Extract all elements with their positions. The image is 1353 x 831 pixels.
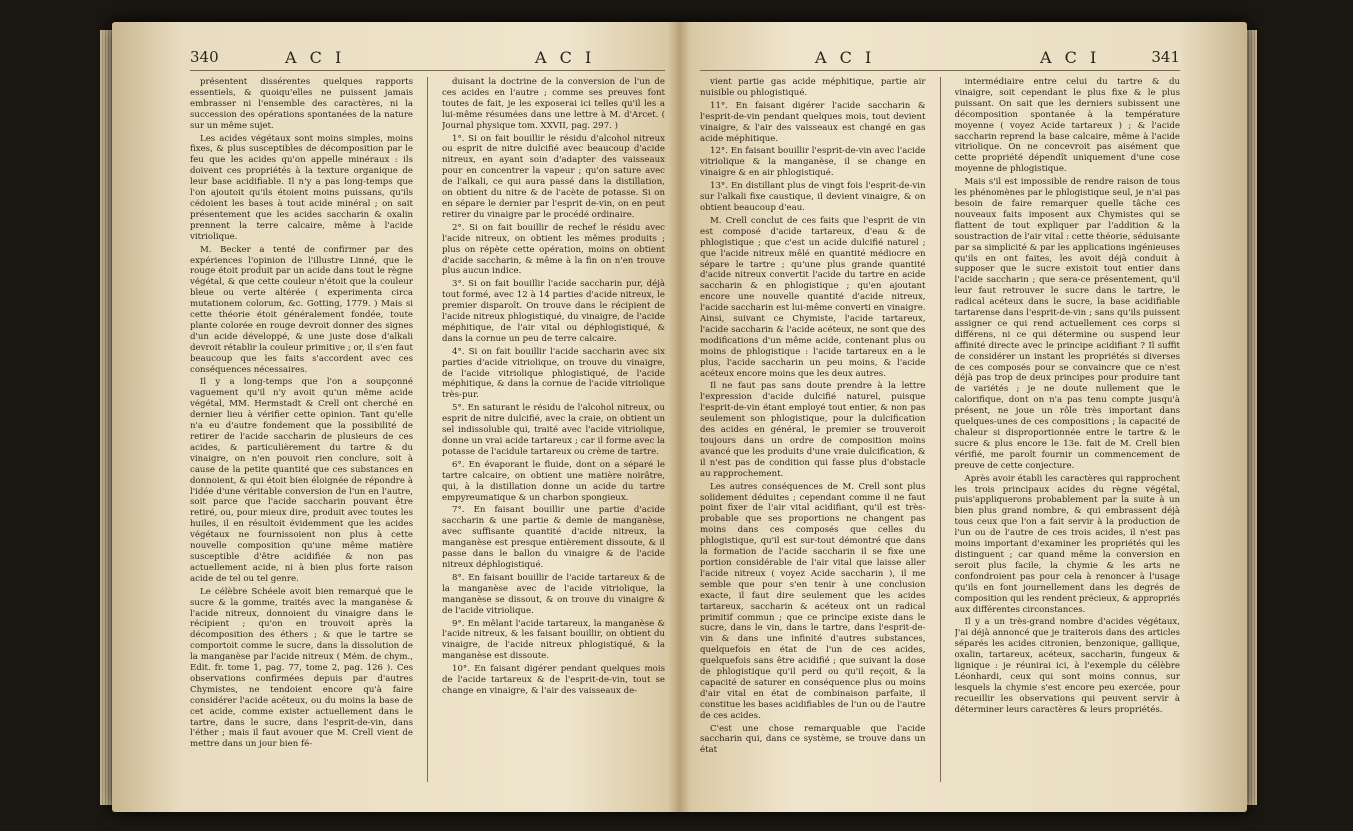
- column-rule: [940, 77, 941, 782]
- right-page-header: [700, 48, 1180, 71]
- paragraph: M. Becker a tenté de confirmer par des expériences l'opinion de l'illustre Linné, que le rouge étoit produit par un acide dans tout le règne végétal, & que cette couleur n'étoit que la couleur bleue ou verte altérée ( experimenta circa mutationem colorum, &c. Gotting, 1779. ) Mais si cette théorie étoit généralement fondée, toute plante colorée en rouge devroit donner des signes d'un acide développé, & une juste dose d'alkali devroit rétablir la couleur primitive ; or, il s'en faut beaucoup que les faits s'accordent avec ces conséquences nécessaires.: [190, 244, 414, 375]
- paragraph: C'est une chose remarquable que l'acide saccharin qui, dans ce système, se trouve dans un état: [700, 723, 926, 756]
- paragraph: 2°. Si on fait bouillir de rechef le résidu avec l'acide nitreux, on obtient les mêmes produits ; plus on répète cette opération, moins on obtient d'acide saccharin, & même à la fin on n'en trouve plus aucun indice.: [441, 222, 665, 277]
- paragraph: Après avoir établi les caractères qui rapprochent les trois principaux acides du règne végétal, puis'appliquerons probablement par la suite à un bien plus grand nombre, & qui embrassent déjà tous ceux que l'on a fait servir à la production de l'un ou de l'autre de ces trois acides, il n'est pas moins important d'examiner les propriétés qui les distinguent ; car quand même la conversion en seroit plus facile, la chymie & les arts ne confondroient pas pour cela à renoncer à l'usage qu'ils en font journellement dans les degrés de composition qui les rendent précieux, & appropriés aux différentes circonstances.: [954, 473, 1181, 615]
- page-number: 340: [190, 48, 219, 66]
- text-column: [700, 77, 926, 782]
- text-column: [955, 77, 1181, 782]
- paragraph: 8°. En faisant bouillir de l'acide tartareux & de la manganèse avec de l'acide vitriolique, la manganèse se dissout, & on trouve du vinaigre & de l'acide vitriolique.: [441, 572, 665, 616]
- paragraph: M. Crell conclut de ces faits que l'esprit de vin est composé d'acide tartareux, d'eau & de phlogistique ; que c'est un acide dulcifié naturel ; que l'acide nitreux mêlé en quantité médiocre en sépare le tartre ; qu'une plus grande quantité d'acide nitreux convertit l'acide du tartre en acide saccharin & en phlogistique ; qu'en ajoutant encore une nouvelle quantité d'acide nitreux, l'acide saccharin est lui-même converti en vinaigre. Ainsi, suivant ce Chymiste, l'acide tartareux, l'acide saccharin & l'acide acéteux, ne sont que des modifications d'un même acide, contenant plus ou moins de phlogistique : l'acide tartareux en a le plus, l'acide saccharin un peu moins, & l'acide acéteux encore moins que les deux autres.: [700, 215, 926, 379]
- paragraph: intermédiaire entre celui du tartre & du vinaigre, soit cependant le plus fixe & le plus puissant. On sait que les derniers subissent une décomposition spontanée à la température moyenne ( voyez Acide tartareux ) ; & l'acide saccharin reprend la base calcaire, même à l'acide vitriolique. On ne concevroit pas aisément que cette propriété dépendît uniquement d'une cose moyenne de phlogistique.: [954, 77, 1181, 175]
- paragraph: Il y a un très-grand nombre d'acides végétaux, J'ai déjà annoncé que je traiterois dans des articles séparés les acides citronien, benzonique, gallique, oxalin, tartareux, acéteux, saccharin, fungeux & lignique : je réunirai ici, à l'exemple du célèbre Léonhardi, ceux qui sont moins connus, sur lesquels la chymie s'est encore peu exercée, pour recueillir les observations qui peuvent servir à déterminer leurs caractères & leurs propriétés.: [954, 617, 1181, 715]
- paragraph: 9°. En mêlant l'acide tartareux, la manganèse & l'acide nitreux, & les faisant bouillir, on obtient du vinaigre, de l'acide nitreux phlogistiqué, & la manganèse est dissoute.: [441, 618, 665, 662]
- column-rule: [427, 77, 428, 782]
- paragraph: 10°. En faisant digérer pendant quelques mois de l'acide tartareux & de l'esprit-de-vin, tout se change en vinaigre, & l'air des vaisseaux de-: [441, 664, 665, 696]
- running-head: A C I: [1040, 48, 1101, 67]
- paragraph: 1°. Si on fait bouillir le résidu d'alcohol nitreux ou esprit de nitre dulcifié avec beaucoup d'acide nitreux, en ayant soin d'adapter des vaisseaux pour en concentrer la vapeur ; qu'on sature avec de l'alkali, ce qui aura passé dans la distillation, on obtient du nitre & de l'acète de potasse. Si on en sépare le dernier par l'esprit de-vin, on en peut retirer du vinaigre par le procédé ordinaire.: [441, 133, 665, 220]
- paragraph: Mais s'il est impossible de rendre raison de tous les phénomènes par le phlogistique seul, je n'ai pas besoin de faire remarquer quelle tâche ces nouveaux faits imposent aux Chymistes qui se flattent de tout expliquer par l'addition & la soustraction de l'air vital : cette théorie, séduisante par sa simplicité & par les applications ingénieuses qu'ils en ont faites, les avoit déjà conduit à supposer que le sucre existoit tout entier dans l'acide saccharin ; que sera-ce présentement, qu'il leur faut retrouver le sucre dans le tartre, le radical acéteux dans le sucre, la base acidifiable tartarense dans l'esprit-de-vin ; sans qu'ils puissent assigner ce qui rend actuellement ces corps si différens, ni ce qui détermine ou suspend leur affinité directe avec le principe acidifiant ? Il suffit de considérer un instant les propriétés si diverses de ces composés pour se convaincre que ce n'est déjà pas trop de deux principes pour produire tant de variétés ; je ne doute nullement que le calorifique, dont on n'a pas tenu compte jusqu'à présent, ne joue un rôle très important dans quelques-unes de ces compositions ; la capacité de chaleur si disproportionnée entre le tartre & le sucre & plus encore le 13e. fait de M. Crell bien vérifié, me paroît fournir un commencement de preuve de cette conjecture.: [954, 177, 1181, 471]
- running-head: A C I: [535, 48, 596, 67]
- paragraph: Le célèbre Schéele avoit bien remarqué que le sucre & la gomme, traités avec la manganèse & l'acide nitreux, donnoient du vinaigre dans le récipient ; qu'on en trouvoit après la décomposition des éthers ; & que le tartre se comportoit comme le sucre, dans la dissolution de la manganèse par l'acide nitreux ( Mém. de chym., Edit. fr. tome 1, pag. 77, tome 2, pag. 126 ). Ces observations confirmées depuis par d'autres Chymistes, ne tendoient encore qu'à faire considérer l'acide acéteux, ou du moins la base de cet acide, comme exister actuellement dans le tartre, dans le sucre, dans l'esprit-de-vin, dans l'éther ; mais il faut avouer que M. Crell vient de mettre dans un jour bien fé-: [190, 586, 414, 750]
- paragraph: présentent dissérentes quelques rapports essentiels, & quoiqu'elles ne puissent jamais embrasser ni l'ensemble des caractères, ni la succession des opérations spontanées de la nature sur un même sujet.: [190, 77, 414, 131]
- paragraph: Les acides végétaux sont moins simples, moins fixes, & plus susceptibles de décomposition par le feu que les acides qu'on appelle minéraux : ils doivent ces propriétés à la texture organique de leur base acidifiable. Il n'y a pas long-temps que l'on ajoutoit qu'ils étoient moins puissans, qu'ils cédoient les bases à tout acide minéral ; on sait présentement que les acides saccharin & oxalin prennent la terre calcaire, même à l'acide vitriolique.: [190, 133, 414, 242]
- paragraph: Il ne faut pas sans doute prendre à la lettre l'expression d'acide dulcifié naturel, puisque l'esprit-de-vin étant employé tout entier, & non pas seulement son phlogistique, pour la dulcification des acides en général, le premier se trouveroit toujours dans un ordre de composition moins avancé que les produits d'une vraie dulcification, & il n'est pas de condition qui fasse plus d'obstacle au rapprochement.: [700, 381, 926, 479]
- running-head: A C I: [815, 48, 876, 67]
- paragraph: vient partie gas acide méphitique, partie air nuisible ou phlogistiqué.: [700, 77, 926, 98]
- text-column: [442, 77, 665, 782]
- paragraph: 5°. En saturant le résidu de l'alcohol nitreux, ou esprit de nitre dulcifié, avec la craie, on obtient un sel indissoluble qui, traité avec l'acide vitriolique, donne un vrai acide tartareux ; car il forme avec la potasse de l'acidule tartareux ou crème de tartre.: [441, 403, 665, 457]
- page-number: 341: [1151, 48, 1180, 66]
- paragraph: 7°. En faisant bouillir une partie d'acide saccharin & une partie & demie de manganèse, avec suffisante quantité d'acide nitreux, la manganèse est presque entièrement dissoute, & il passe dans le ballon du vinaigre & de l'acide nitreux déphlogistiqué.: [441, 505, 665, 570]
- paragraph: Il y a long-temps que l'on a soupçonné vaguement qu'il n'y avoit qu'un même acide végétal, MM. Hermstadt & Crell ont cherché en dernier lieu à vérifier cette opinion. Tant qu'elle n'a eu d'autre fondement que la possibilité de retirer de l'acide saccharin de plusieurs de ces acides, & particulièrement du tartre & du vinaigre, on n'en pouvoit rien conclure, soit à cause de la petite quantité que ces substances en donnoient, & qui étoit bien éloignée de répondre à l'idée d'une véritable conversion de l'un en l'autre, soit parce que l'acide saccharin pouvant être retiré, ou, pour mieux dire, produit avec toutes les huiles, il en résultoit évidemment que les acides végétaux ne fournissoient non plus à cette nouvelle composition qu'une même matière susceptible d'être acidifiée & non pas actuellement acide, ni à bien plus forte raison acide de tel ou tel genre.: [190, 377, 414, 584]
- left-page: [190, 48, 665, 793]
- paragraph: 11°. En faisant digérer l'acide saccharin & l'esprit-de-vin pendant quelques mois, tout devient vinaigre, & l'air des vaisseaux est changé en gas acide méphitique.: [700, 100, 926, 144]
- paragraph: duisant la doctrine de la conversion de l'un de ces acides en l'autre ; comme ses preuves font toutes de fait, je les exposerai ici telles qu'il les a lui-même résumées dans une lettre à M. d'Arcet. ( Journal physique tom. XXVII, pag. 297. ): [441, 77, 665, 131]
- paragraph: 3°. Si on fait bouillir l'acide saccharin pur, déjà tout formé, avec 12 à 14 parties d'acide nitreux, le premier disparoît. On trouve dans le récipient de l'acide nitreux phlogistiqué, du vinaigre, de l'acide méphitique, de l'air vital ou déphlogistiqué, & dans la cornue un peu de terre calcaire.: [441, 279, 665, 344]
- paragraph: 4°. Si on fait bouillir l'acide saccharin avec six parties d'acide vitriolique, on trouve du vinaigre, de l'acide vitriolique phlogistiqué, de l'acide méphitique, & dans la cornue de l'acide vitriolique très-pur.: [441, 346, 665, 401]
- left-page-header: [190, 48, 665, 71]
- running-head: A C I: [285, 48, 346, 67]
- paragraph: 12°. En faisant bouillir l'esprit-de-vin avec l'acide vitriolique & la manganèse, il se change en vinaigre & en air phlogistiqué.: [700, 146, 926, 179]
- paragraph: 13°. En distillant plus de vingt fois l'esprit-de-vin sur l'alkali fixe caustique, il devient vinaigre, & on obtient beaucoup d'eau.: [700, 181, 926, 213]
- paragraph: Les autres conséquences de M. Crell sont plus solidement déduites ; cependant comme il ne faut point fixer de l'air vital acidifiant, qu'il est très-probable que ses proportions ne changent pas moins dans ces composés que celles du phlogistique, qu'il est sur-tout démontré que dans la formation de l'acide saccharin il se fixe une portion considérable de l'air vital que laisse aller l'acide nitreux ( voyez Acide saccharin ), il me semble que pour s'en tenir à une conclusion exacte, il faut dire seulement que les acides tartareux, saccharin & acéteux ont un radical primitif commun ; que ce principe existe dans le sucre, dans le vin, dans le tartre, dans l'esprit-de-vin & dans une infinité d'autres substances, quelquefois en état de l'un de ces acides, quelquefois sans être acidifié ; que suivant la dose de phlogistique qu'il perd ou qu'il reçoit, & la capacité de saturer en conséquence plus ou moins d'air vital en état de combinaison parfaite, il constitue les bases acidifiables de l'un ou de l'autre de ces acides.: [700, 481, 926, 721]
- text-column: [190, 77, 413, 782]
- paragraph: 6°. En évaporant le fluide, dont on a séparé le tartre calcaire, on obtient une matière noirâtre, qui, à la distillation donne un acide du tartre empyreumatique & un charbon spongieux.: [441, 459, 665, 503]
- right-page: [700, 48, 1180, 793]
